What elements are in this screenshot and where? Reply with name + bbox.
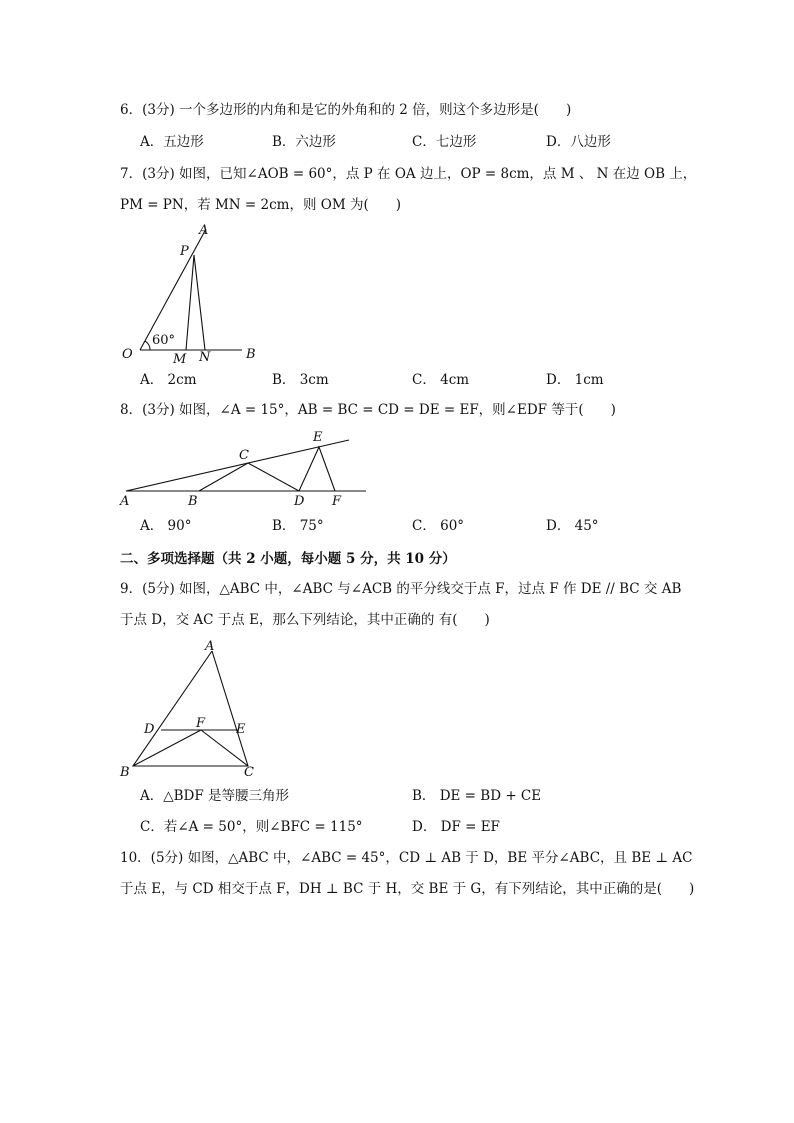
q9-label-f: F [196,716,206,731]
q9-label-b: B [120,765,130,780]
q8-label-e: E [313,430,323,445]
q8-label-c: C [239,448,249,463]
q8-label-a: A [120,494,130,509]
q8-upper-line [126,440,349,491]
q8-zigzag [199,447,335,491]
q7-segment-pn [194,255,205,350]
q9-option-c: C．若∠A = 50°，则∠BFC = 115° [140,819,363,835]
q8-option-c: C． 60° [412,518,465,534]
q6-stem: 6．(3分) 一个多边形的内角和是它的外角和的 2 倍，则这个多边形是( ) [120,102,572,118]
q7-option-c: C． 4cm [412,372,470,388]
q9-label-c: C [244,765,254,780]
q7-stem-line1: 7．(3分) 如图，已知∠AOB = 60°，点 P 在 OA 边上，OP = 8cm，点 M 、 N 在边 OB 上， [120,166,697,182]
q9-triangle-abc [133,651,248,766]
q6-option-b: B．六边形 [272,134,336,150]
q8-label-b: B [188,494,198,509]
q8-option-d: D． 45° [546,518,599,534]
q8-option-b: B． 75° [272,518,324,534]
q10-stem-line1: 10．(5分) 如图，△ABC 中，∠ABC = 45°，CD ⊥ AB 于 D，BE 平分∠ABC，且 BE ⊥ AC [120,850,693,866]
q7-figure [118,222,278,367]
q9-label-e: E [236,722,246,737]
q8-option-a: A． 90° [140,518,192,534]
q9-option-d: D． DF = EF [412,819,500,835]
q7-angle-arc [145,341,150,350]
q9-stem-line2: 于点 D，交 AC 于点 E，那么下列结论，其中正确的 有( ) [120,612,490,628]
q9-figure [118,636,268,781]
q6-option-d: D．八边形 [546,134,611,150]
q7-ray-oa [140,229,206,350]
q9-label-d: D [144,722,155,737]
q6-option-c: C．七边形 [412,134,477,150]
q9-label-a: A [205,639,215,654]
q7-label-o: O [122,347,133,362]
q7-stem-line2: PM = PN，若 MN = 2cm，则 OM 为( ) [120,197,401,213]
q7-option-d: D． 1cm [546,372,604,388]
q7-label-p: P [180,244,189,259]
q9-option-b: B． DE = BD + CE [412,788,542,804]
q9-option-a: A．△BDF 是等腰三角形 [140,788,290,804]
q7-segment-pm [186,255,194,350]
q6-option-a: A．五边形 [140,134,204,150]
q7-option-b: B． 3cm [272,372,329,388]
q9-stem-line1: 9．(5分) 如图，△ABC 中，∠ABC 与∠ACB 的平分线交于点 F，过点 F 作 DE // BC 交 AB [120,581,682,597]
q8-stem: 8．(3分) 如图，∠A = 15°，AB = BC = CD = DE = EF，则∠EDF 等于( ) [120,402,616,418]
q7-label-m: M [173,352,187,367]
section-2-title: 二、多项选择题（共 2 小题，每小题 5 分，共 10 分） [120,551,456,567]
q10-stem-line2: 于点 E，与 CD 相交于点 F，DH ⊥ BC 于 H，交 BE 于 G，有下列结论，其中正确的是( ) [120,881,695,897]
q7-option-a: A． 2cm [140,372,197,388]
q8-label-f: F [332,494,342,509]
q8-label-d: D [294,494,305,509]
q7-label-n: N [199,350,211,365]
q7-label-b: B [246,347,256,362]
q8-figure [118,428,368,510]
q7-label-a: A [199,223,209,238]
q7-angle-label: 60° [152,333,176,348]
